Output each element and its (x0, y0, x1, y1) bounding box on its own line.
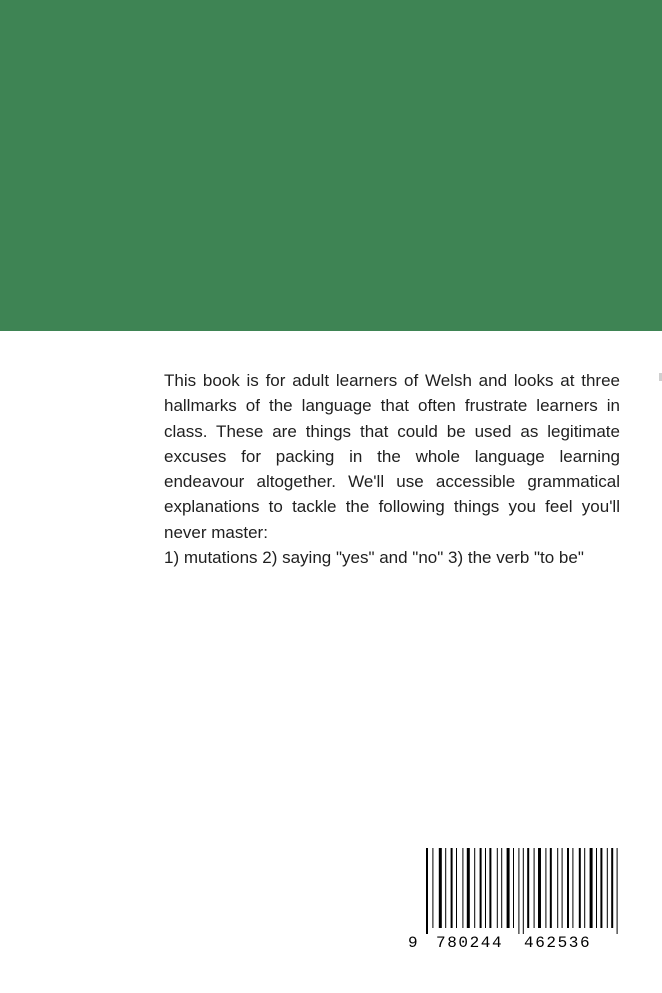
barcode-bar (567, 848, 569, 928)
barcode-bar (451, 848, 453, 928)
blurb-topics: 1) mutations 2) saying "yes" and "no" 3) the verb "to be" (164, 548, 584, 567)
barcode-bar (557, 848, 558, 928)
barcode-graphic (406, 846, 622, 952)
barcode-bar (474, 848, 475, 928)
barcode-bar (507, 848, 510, 928)
barcode-bar (562, 848, 563, 928)
cover-green-band (0, 0, 662, 331)
barcode-bar (596, 848, 597, 928)
barcode-bar (572, 848, 573, 928)
barcode-bar (611, 848, 613, 928)
barcode-bar (485, 848, 486, 928)
barcode-bar (432, 848, 433, 928)
barcode-bar (617, 848, 618, 934)
barcode-bar (445, 848, 446, 928)
barcode-bar (600, 848, 602, 928)
barcode-bar (523, 848, 524, 934)
barcode-digits-left: 780244 (436, 934, 504, 952)
barcode-bar (584, 848, 585, 928)
barcode-bar (518, 848, 519, 934)
blurb-text: This book is for adult learners of Welsh and looks at three hallmarks of the language that often frustrate learners in class. These are things that could be used as legitimate excuses for packing in the whole language learning endeavour altogether. We'll use accessible grammatical explanations to tackle the following things you feel you'll never master: (164, 371, 620, 542)
barcode-bar (467, 848, 470, 928)
barcode-bar (426, 848, 428, 934)
barcode-bar (545, 848, 546, 928)
barcode-bar (534, 848, 535, 928)
barcode-digits-right: 462536 (524, 934, 592, 952)
barcode-bar (579, 848, 581, 928)
barcode-bar (456, 848, 457, 928)
barcode-bar (527, 848, 529, 928)
barcode-bar (501, 848, 502, 928)
barcode-digit-prefix: 9 (408, 934, 418, 952)
barcode-bar (480, 848, 482, 928)
barcode-bar (513, 848, 514, 928)
barcode-bar (462, 848, 463, 928)
barcode-bar (607, 848, 608, 928)
barcode-bar (497, 848, 498, 928)
barcode-bar (538, 848, 541, 928)
barcode-bar (550, 848, 552, 928)
barcode-bar (489, 848, 491, 928)
barcode-bar (590, 848, 593, 928)
barcode-bar (439, 848, 442, 928)
isbn-barcode (406, 846, 622, 952)
